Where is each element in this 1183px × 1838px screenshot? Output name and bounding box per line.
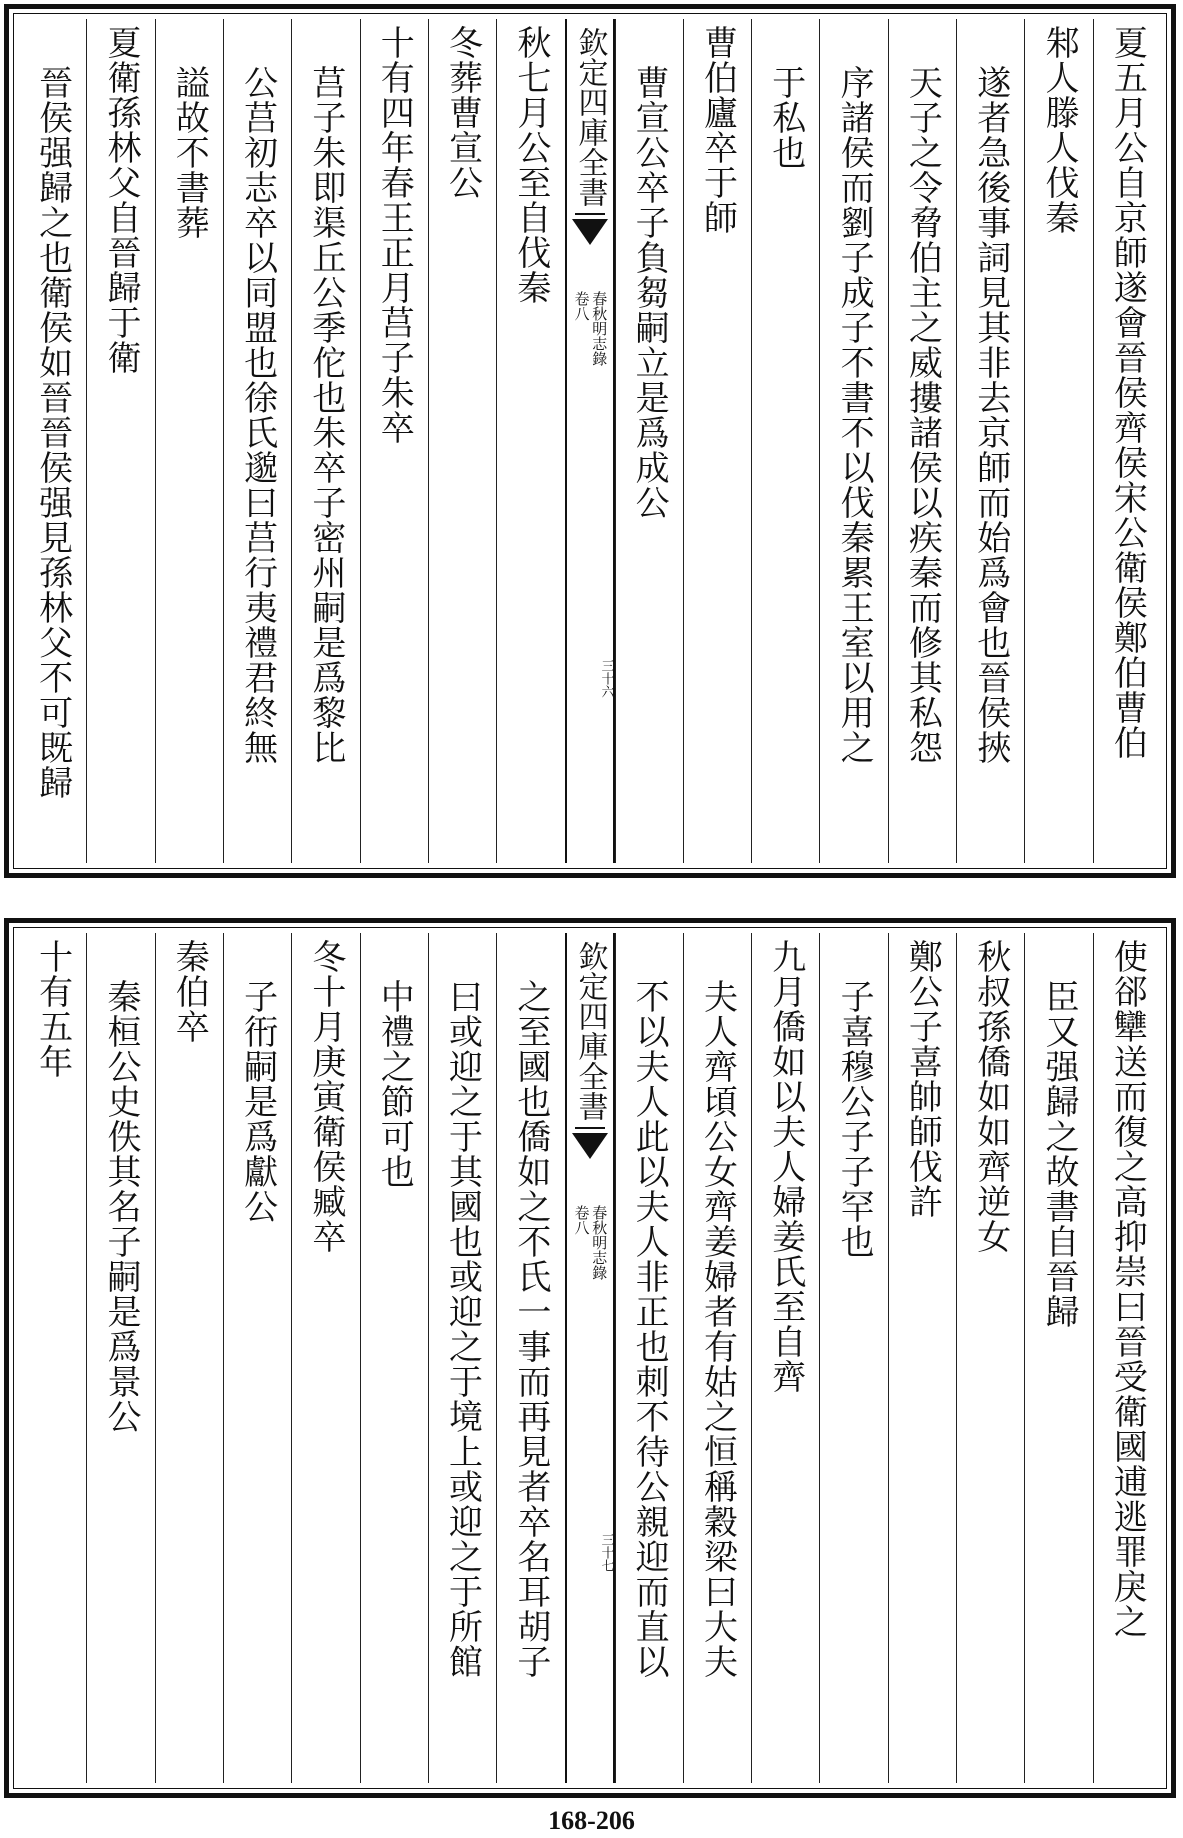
fold-book-title: 春秋明志錄	[590, 291, 609, 366]
text-column	[888, 19, 956, 863]
column-text: 十有四年春王正月莒子朱卒	[374, 25, 415, 445]
text-column	[223, 933, 291, 1783]
text-column	[19, 933, 86, 1783]
center-fold	[565, 933, 615, 1783]
column-text: 秋七月公至自伐秦	[510, 25, 551, 305]
page-number: 168-206	[548, 1806, 635, 1835]
center-fold	[565, 19, 615, 863]
column-text: 秋叔孫僑如如齊逆女	[970, 939, 1011, 1254]
column-text: 遂者急後事詞見其非去京師而始爲會也晉侯挾	[970, 65, 1011, 765]
text-column	[819, 933, 887, 1783]
fold-leaf-number: 三十六	[598, 659, 614, 698]
text-column	[155, 933, 223, 1783]
bottom-columns	[19, 933, 1161, 1783]
column-text: 秦桓公史佚其名子嗣是爲景公	[100, 979, 141, 1434]
fold-book-title: 春秋明志錄	[590, 1205, 609, 1280]
column-text: 序諸侯而劉子成子不書不以伐秦累王室以用之	[834, 65, 875, 765]
text-column	[19, 19, 86, 863]
text-column	[360, 933, 428, 1783]
text-column	[291, 19, 359, 863]
column-text: 莒子朱即渠丘公季佗也朱卒子密州嗣是爲黎比	[305, 65, 346, 765]
fishtail-mark	[572, 219, 608, 245]
column-text: 邾人滕人伐秦	[1039, 25, 1080, 235]
column-text: 于私也	[765, 65, 806, 170]
column-text: 冬十月庚寅衛侯臧卒	[305, 939, 346, 1254]
text-column	[360, 19, 428, 863]
fold-title: 欽定四庫全書	[575, 933, 605, 1129]
fold-title: 欽定四庫全書	[575, 19, 605, 215]
top-page-half	[4, 4, 1176, 878]
text-column	[155, 19, 223, 863]
column-text: 曹伯廬卒于師	[697, 25, 738, 235]
column-text: 中禮之節可也	[374, 979, 415, 1189]
column-text: 夏衛孫林父自晉歸于衛	[100, 25, 141, 375]
text-column	[86, 933, 154, 1783]
text-column	[751, 19, 819, 863]
column-text: 夏五月公自京師遂會晉侯齊侯宋公衛侯鄭伯曹伯	[1107, 25, 1148, 760]
text-column	[1024, 933, 1092, 1783]
column-text: 夫人齊頃公女齊姜婦者有姑之恒稱穀梁曰大夫	[697, 979, 738, 1679]
text-column	[751, 933, 819, 1783]
text-column	[291, 933, 359, 1783]
column-text: 鄭公子喜帥師伐許	[902, 939, 943, 1219]
column-text: 不以夫人此以夫人非正也刺不待公親迎而直以	[629, 979, 670, 1679]
column-text: 之至國也僑如之不氏一事而再見者卒名耳胡子	[510, 979, 551, 1679]
column-text: 秦伯卒	[169, 939, 210, 1044]
fishtail-mark	[572, 1133, 608, 1159]
column-text: 臣又强歸之故書自晉歸	[1039, 979, 1080, 1329]
text-column	[956, 19, 1024, 863]
text-column	[683, 933, 751, 1783]
column-text: 曰或迎之于其國也或迎之于境上或迎之于所館	[442, 979, 483, 1679]
fold-subtitle	[573, 1205, 607, 1280]
text-column	[86, 19, 154, 863]
text-column	[496, 933, 564, 1783]
fold-subtitle	[573, 291, 607, 366]
text-column	[428, 933, 496, 1783]
text-column	[888, 933, 956, 1783]
column-text: 天子之令脅伯主之威摟諸侯以疾秦而修其私怨	[902, 65, 943, 765]
text-column	[956, 933, 1024, 1783]
column-text: 謚故不書葬	[169, 65, 210, 240]
column-text: 使郤犫送而復之高抑崇曰晉受衛國逋逃罪戾之	[1107, 939, 1148, 1639]
column-text: 曹宣公卒子負芻嗣立是爲成公	[629, 65, 670, 520]
column-text: 子衎嗣是爲獻公	[237, 979, 278, 1224]
text-column	[615, 19, 683, 863]
bottom-page-half	[4, 918, 1176, 1798]
text-column	[428, 19, 496, 863]
text-column	[1093, 933, 1161, 1783]
text-column	[223, 19, 291, 863]
column-text: 九月僑如以夫人婦姜氏至自齊	[765, 939, 806, 1394]
fold-volume: 卷八	[572, 291, 591, 321]
fold-volume: 卷八	[572, 1205, 591, 1235]
text-column	[615, 933, 683, 1783]
text-column	[819, 19, 887, 863]
column-text: 冬葬曹宣公	[442, 25, 483, 200]
column-text: 子喜穆公子子罕也	[834, 979, 875, 1259]
text-column	[1024, 19, 1092, 863]
text-column	[683, 19, 751, 863]
column-text: 公莒初志卒以同盟也徐氏邈曰莒行夷禮君終無	[237, 65, 278, 765]
fold-leaf-number: 三十七	[598, 1533, 614, 1572]
column-text: 晉侯强歸之也衛侯如晉晉侯强見孫林父不可既歸	[32, 65, 73, 800]
text-column	[496, 19, 564, 863]
text-column	[1093, 19, 1161, 863]
column-text: 十有五年	[32, 939, 73, 1079]
top-columns	[19, 19, 1161, 863]
